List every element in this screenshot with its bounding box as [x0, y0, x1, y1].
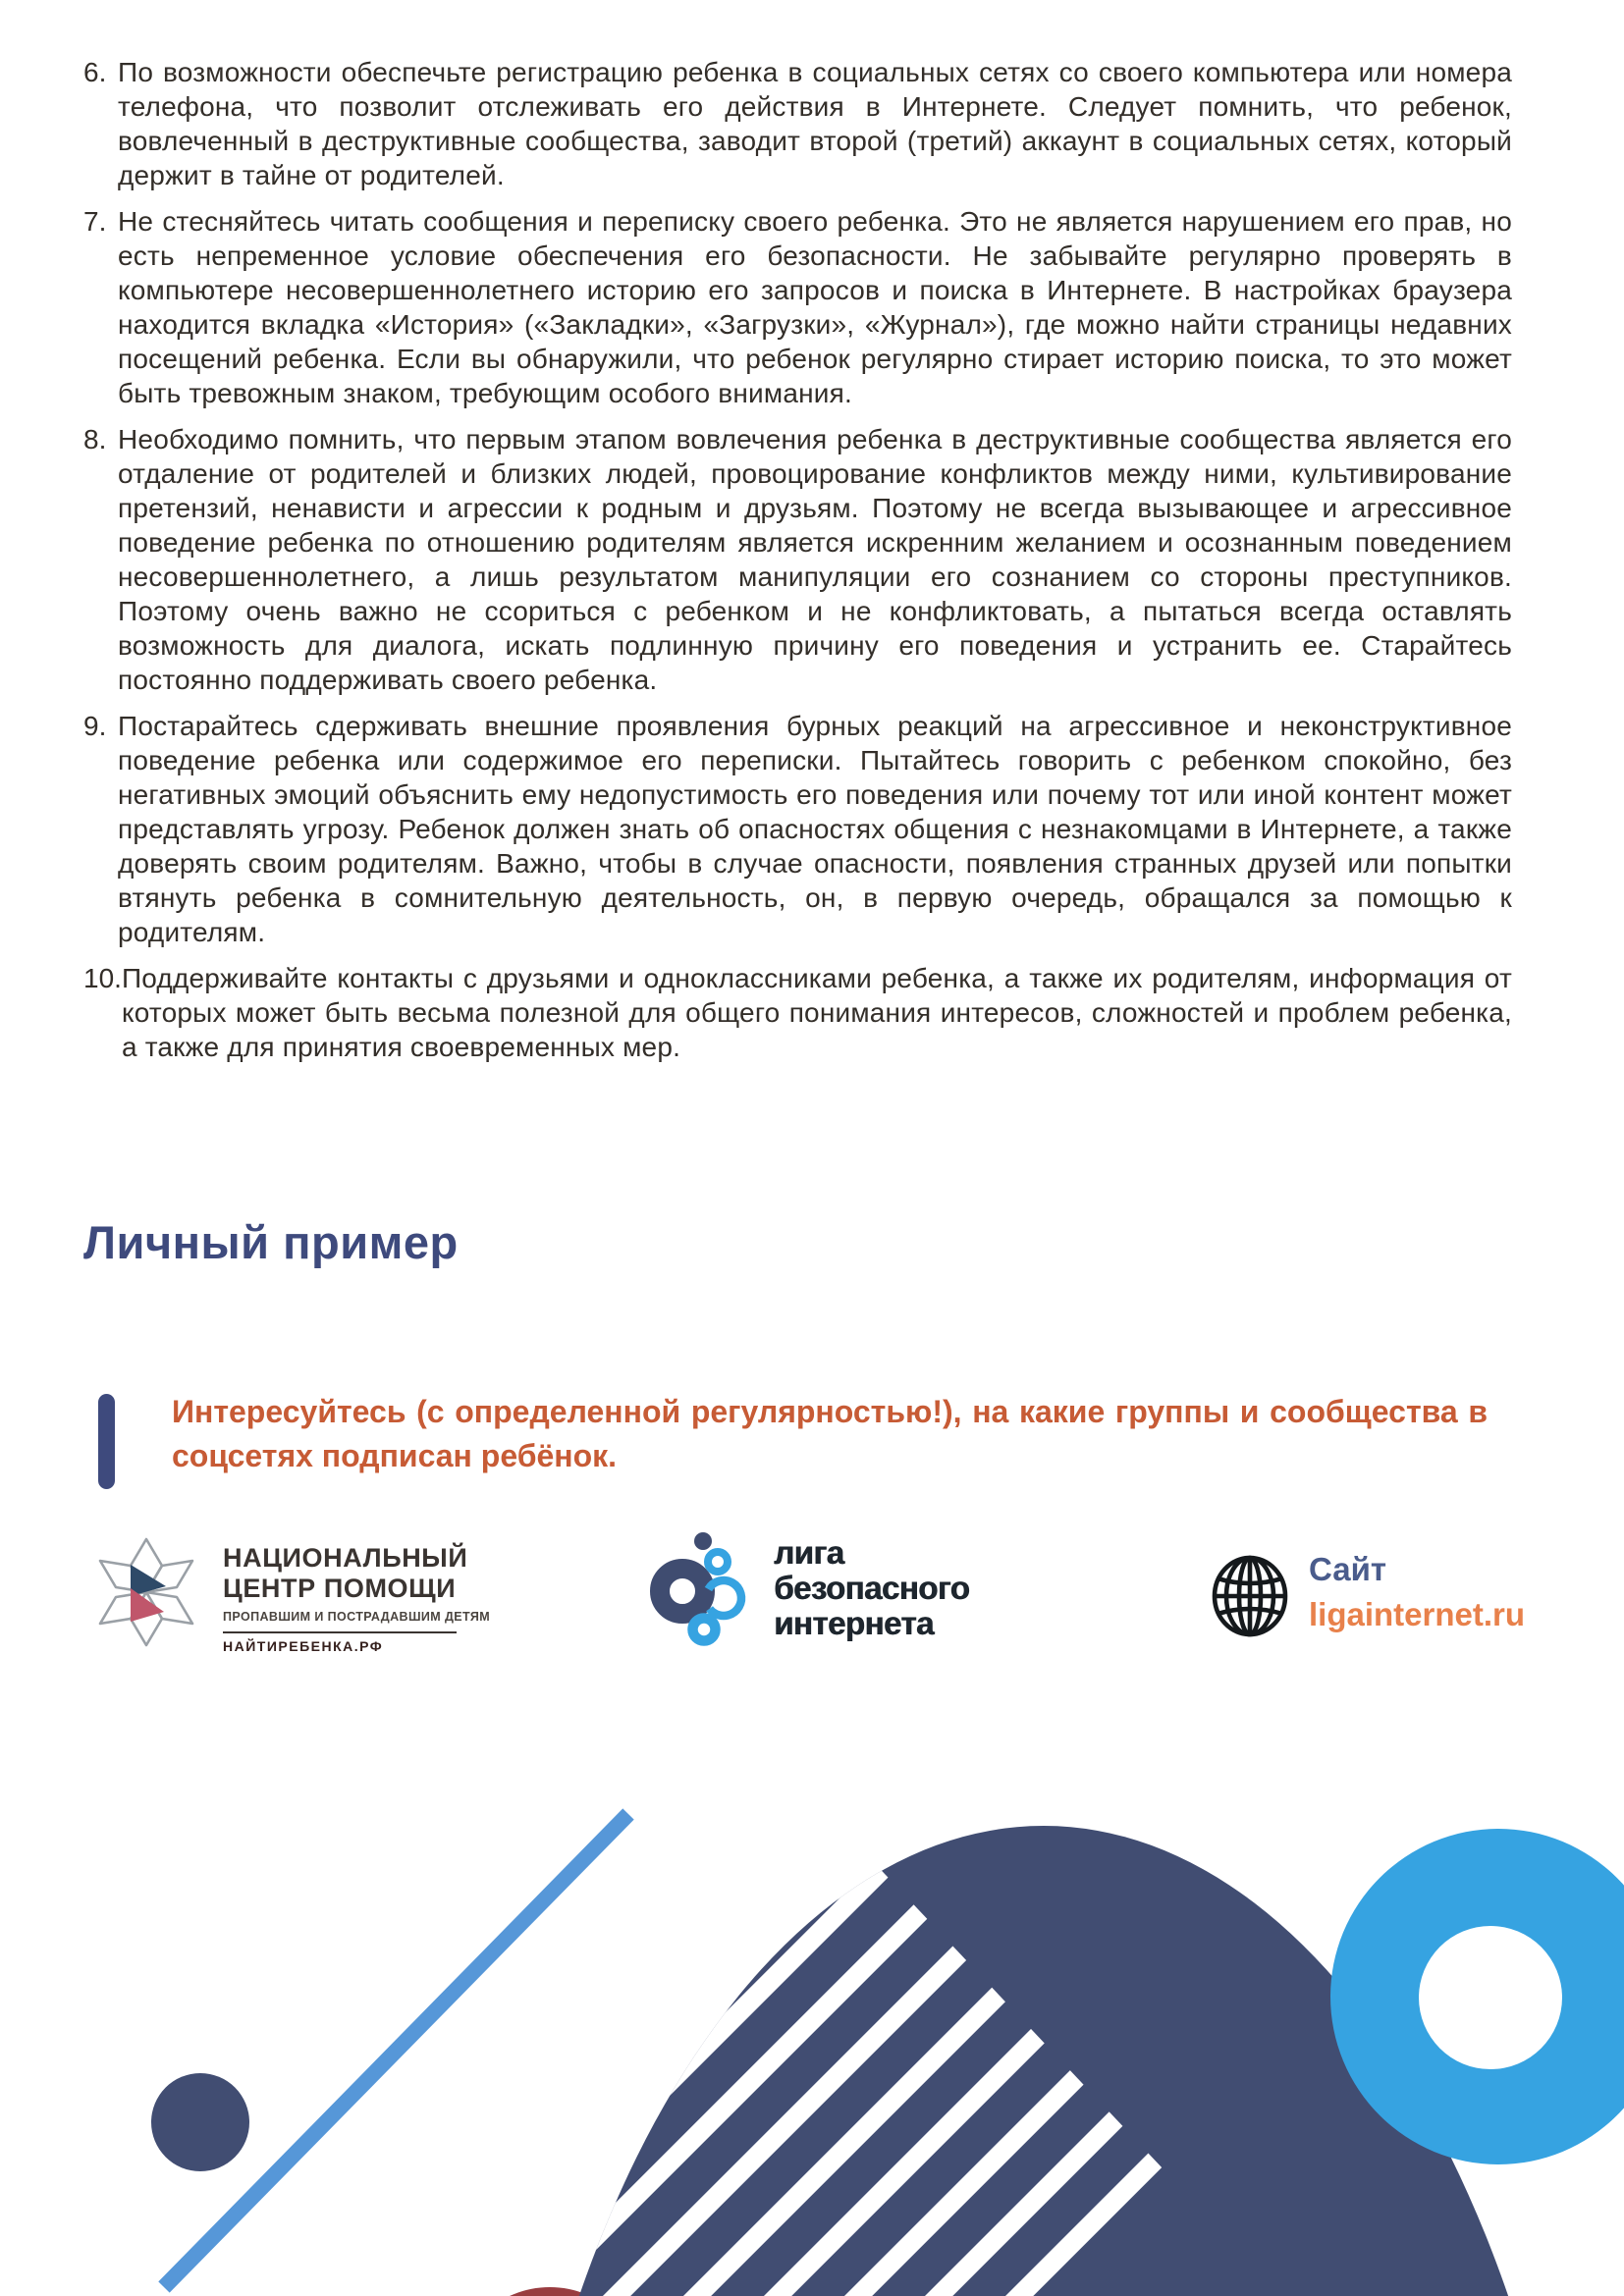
liga-logo — [643, 1527, 970, 1655]
liga-blue-donut — [693, 1619, 716, 1641]
callout-text: Интересуйтесь (с определенной регулярностью!), на какие группы и сообщества в соцсетях подписан ребёнок. — [172, 1394, 1488, 1473]
list-item-number: 7. — [83, 206, 107, 237]
liga-navy-dot — [694, 1532, 712, 1550]
site-logo — [1211, 1551, 1544, 1659]
list-item — [71, 204, 1512, 410]
section-heading: Личный пример — [83, 1216, 459, 1268]
ncpd-logo-text — [223, 1543, 491, 1654]
blue-ring-hole — [1419, 1926, 1562, 2069]
list-item-text: Поддерживайте контакты с друзьями и одноклассниками ребенка, а также их родителям, информация от которых может быть весьма полезной для общего понимания интересов, сложностей и проблем ребенка, а также для принятия своевременных мер. — [121, 963, 1512, 1062]
liga-logo-text — [774, 1535, 969, 1641]
liga-title-line3: интернета — [774, 1605, 934, 1641]
liga-title-line1: лига — [774, 1534, 844, 1571]
numbered-list — [71, 55, 1512, 1076]
list-item — [71, 55, 1512, 192]
list-item-number: 8. — [83, 424, 107, 454]
liga-navy-ring — [660, 1569, 705, 1614]
callout — [98, 1390, 1512, 1489]
ncpd-logo-icon — [91, 1531, 201, 1655]
ncpd-divider — [223, 1631, 457, 1633]
ncpd-title-line2: ЦЕНТР ПОМОЩИ — [223, 1574, 457, 1603]
site-label: Сайт — [1309, 1551, 1387, 1587]
callout-bar — [98, 1394, 115, 1489]
list-item — [71, 961, 1512, 1064]
list-item — [71, 709, 1512, 949]
list-item-text: По возможности обеспечьте регистрацию ребенка в социальных сетях со своего компьютера или номера телефона, что позволит отслеживать его действия в Интернете. Следует помнить, что ребенок, вовлеченный в деструктивные сообщества, заводит второй (третий) аккаунт в социальных сетях, который держит в тайне от родителей. — [118, 57, 1512, 190]
site-url-link[interactable]: ligainternet.ru — [1309, 1596, 1526, 1632]
list-item-text: Постарайтесь сдерживать внешние проявления бурных реакций на агрессивное и неконструктивное поведение ребенка или содержимое его переписки. Пытайтесь говорить с ребенком спокойно, без негативных эмоций объяснить ему недопустимость его поведения или почему тот или иной контент может представлять угрозу. Ребенок должен знать об опасностях общения с незнакомцами в Интернете, а также доверять своим родителям. Важно, чтобы в случае опасности, появления странных друзей или попытки втянуть ребенка в сомнительную деятельность, он, в первую очередь, обращался за помощью к родителям. — [118, 711, 1512, 947]
ncpd-title-line1: НАЦИОНАЛЬНЫЙ — [223, 1543, 468, 1573]
globe-icon — [1211, 1553, 1289, 1639]
stripe-band — [353, 1857, 1164, 2296]
small-navy-circle — [151, 2073, 249, 2171]
ncpd-site-text: НАЙТИРЕБЕНКА.РФ — [223, 1638, 384, 1654]
list-item-text: Не стесняйтесь читать сообщения и переписку своего ребенка. Это не является нарушением его прав, но есть непременное условие обеспечения его безопасности. Не забывайте регулярно проверять в компьютере несовершеннолетнего историю его запросов и поиска в Интернете. В настройках браузера находится вкладка «История» («Закладки», «Загрузки», «Журнал»), где можно найти страницы недавних посещений ребенка. Если вы обнаружили, что ребенок регулярно стирает историю поиска, то это может быть тревожным знаком, требующим особого внимания. — [118, 206, 1512, 408]
ncpd-subtitle: ПРОПАВШИМ И ПОСТРАДАВШИМ ДЕТЯМ — [223, 1610, 491, 1624]
red-circle — [454, 2287, 646, 2296]
liga-blue-ring-small — [708, 1552, 728, 1572]
liga-logo-icon — [643, 1527, 761, 1655]
liga-title-line2: безопасного — [774, 1570, 970, 1606]
list-item-number: 9. — [83, 711, 107, 741]
dome-shape — [494, 1826, 1594, 2296]
list-item-number: 10. — [83, 963, 122, 993]
blue-ring-outer — [1330, 1829, 1624, 2164]
list-item-text: Необходимо помнить, что первым этапом вовлечения ребенка в деструктивные сообщества является его отдаление от родителей и близких людей, провоцирование конфликтов между ними, культивирование претензий, ненависти и агрессии к родным и друзьям. Поэтому не всегда вызывающее и агрессивное поведение ребенка по отношению родителям является искренним желанием и осознанным поведением несовершеннолетнего, а лишь результатом манипуляции его сознанием со стороны преступников. Поэтому очень важно не ссориться с ребенком и не конфликтовать, а пытаться всегда оставлять возможность для диалога, искать подлинную причину его поведения и устранить ее. Старайтесь постоянно поддерживать своего ребенка. — [118, 424, 1512, 695]
list-item — [71, 422, 1512, 697]
list-item-number: 6. — [83, 57, 107, 87]
ncpd-logo — [91, 1529, 504, 1667]
diagonal-line — [164, 1814, 628, 2287]
